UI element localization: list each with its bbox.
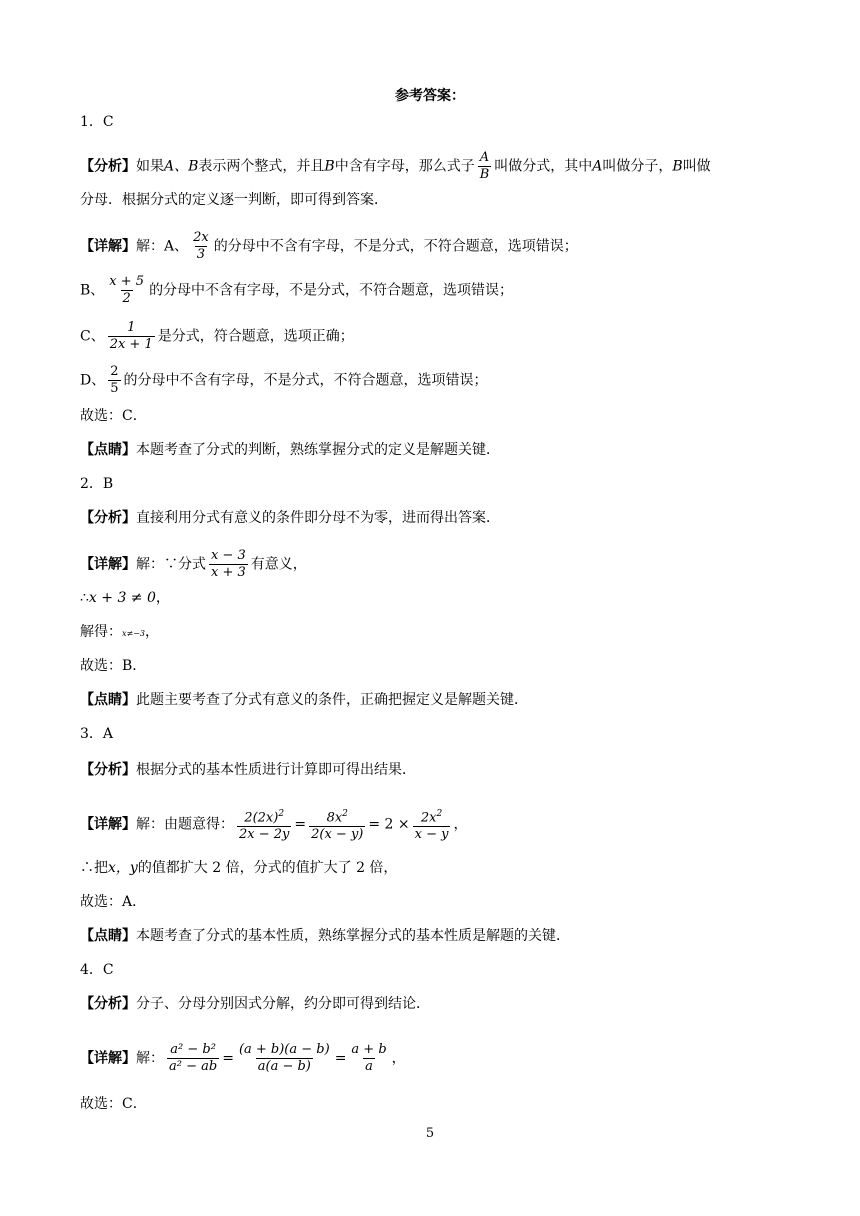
therefore-symbol: ∴ [80,590,89,606]
q2-therefore [80,588,780,608]
denominator: 2(x − y) [311,827,364,843]
detail-label: 【详解】 [80,816,136,833]
numerator: 1 [127,320,136,335]
exponent: 2 [278,809,285,819]
numerator: x − 3 [211,548,246,563]
expression: x≠−3 [122,629,146,638]
fraction [107,274,146,307]
q1-option-c [80,320,780,353]
text: ∴把 [80,860,108,876]
denominator: 2x + 1 [109,337,153,352]
text: 解：由题意得： [136,816,234,833]
q1-analysis-line1 [80,150,780,183]
numerator: A [479,150,490,165]
denominator: 5 [110,381,119,396]
q2-choice: 故选：B． [80,658,147,674]
text: 的分母中不含有字母，不是分式，不符合题意，选项错误； [123,372,488,389]
var: x，y [108,860,138,876]
fraction [237,806,291,843]
text: 直接利用分式有意义的条件即分母不为零，进而得出答案． [136,510,500,526]
detail-label: 【详解】 [80,238,136,255]
fraction-a-over-b [478,150,492,183]
equals: = 2 × [368,816,410,833]
q1-option-a [80,230,780,263]
q1-option-d [80,364,780,397]
denominator: 2 [122,291,131,306]
q2-remark [80,690,780,710]
numerator: a + b [351,1042,387,1057]
text: 本题考查了分式的基本性质，熟练掌握分式的基本性质是解题的关键． [136,928,570,944]
text: 解得： [80,624,122,640]
denominator: x − y [414,827,449,843]
fraction [209,548,248,581]
base: 2x [420,810,437,826]
var: B [672,158,683,175]
fraction [108,320,155,353]
q2-analysis [80,508,780,528]
q2-solve [80,622,780,644]
numerator: 2 [110,364,119,379]
fraction [237,1042,332,1075]
text: 根据分式的基本性质进行计算即可得出结果． [136,762,416,778]
denominator: 2x − 2y [239,827,290,843]
numerator [325,806,350,826]
var: A [592,158,603,175]
text: D、 [80,372,106,389]
text: 是分式，符合题意，选项正确； [157,328,354,345]
denominator: a² − ab [169,1059,218,1074]
q1-analysis-line2: 分母．根据分式的定义逐一判断，即可得到答案． [80,192,388,208]
denominator: a(a − b) [257,1059,311,1074]
q2-number: 2．B [80,476,114,492]
equals: = [334,1050,347,1067]
detail-label: 【详解】 [80,1050,136,1067]
analysis-label: 【分析】 [80,996,136,1012]
denominator: 3 [196,247,206,262]
denominator: B [479,167,490,182]
var: A、B [164,158,199,175]
base: 2(2x) [244,810,279,826]
remark-label: 【点睛】 [80,692,136,708]
fraction [309,806,365,843]
text: 叫做分子， [602,158,673,175]
equals: = [222,1050,234,1067]
q3-remark [80,926,780,946]
q1-number: 1．C [80,114,114,130]
text: 解：∵分式 [136,556,206,573]
text: 此题主要考查了分式有意义的条件，正确把握定义是解题关键． [136,692,528,708]
q4-number: 4．C [80,962,114,978]
equals: = [294,816,307,833]
remark-label: 【点睛】 [80,928,136,944]
text: 本题考查了分式的判断，熟练掌握分式的定义是解题关键． [136,442,500,458]
page-number: 5 [425,1126,435,1141]
exponent: 2 [342,809,348,819]
text: ， [453,816,468,833]
q3-number: 3．A [80,726,114,742]
q1-remark [80,440,780,460]
text: 中含有字母，那么式子 [334,158,475,175]
base: 8x [326,810,343,826]
q4-analysis [80,994,780,1014]
text: 叫做 [682,158,711,175]
text: 的值都扩大 2 倍，分式的值扩大了 2 倍， [137,860,398,876]
exponent: 2 [436,809,443,819]
analysis-label: 【分析】 [80,762,136,778]
detail-label: 【详解】 [80,556,136,573]
numerator: (a + b)(a − b) [238,1042,330,1057]
text: 的分母中不含有字母，不是分式，不符合题意，选项错误； [149,282,514,299]
fraction [191,230,211,263]
text: 解：A、 [136,238,189,255]
text: 的分母中不含有字母，不是分式，不符合题意，选项错误； [213,238,578,255]
text: B、 [80,282,105,299]
q1-option-b [80,274,780,307]
fraction [349,1042,388,1075]
expression: x + 3 ≠ 0 [88,590,156,606]
denominator: x + 3 [211,565,246,580]
q4-choice: 故选：C． [80,1096,147,1112]
numerator [419,806,444,826]
analysis-label: 【分析】 [80,158,136,175]
var: B [324,158,335,175]
numerator: 2x [193,230,209,245]
numerator [242,806,286,826]
text: C、 [80,328,105,345]
fraction [167,1042,219,1075]
text: 如果 [136,158,164,175]
remark-label: 【点睛】 [80,442,136,458]
q3-detail [80,806,780,843]
numerator: x + 5 [109,274,145,289]
text: 解： [136,1050,164,1067]
text: 有意义， [250,556,307,573]
numerator: a² − b² [170,1042,216,1057]
q3-analysis [80,760,780,780]
q2-detail [80,548,780,581]
denominator: a [365,1059,373,1074]
text: ， [391,1050,406,1067]
fraction [413,806,451,843]
q1-choice: 故选：C． [80,408,147,424]
text: 表示两个整式，并且 [198,158,325,175]
q3-choice: 故选：A． [80,894,147,910]
text: ， [145,624,160,640]
fraction [108,364,120,397]
page-title: 参考答案： [395,88,465,104]
analysis-label: 【分析】 [80,510,136,526]
text: 分子、分母分别因式分解，约分即可得到结论． [136,996,430,1012]
q3-conclusion [80,858,780,878]
text: ， [155,590,170,606]
text: 叫做分式，其中 [494,158,593,175]
q4-detail [80,1042,780,1075]
